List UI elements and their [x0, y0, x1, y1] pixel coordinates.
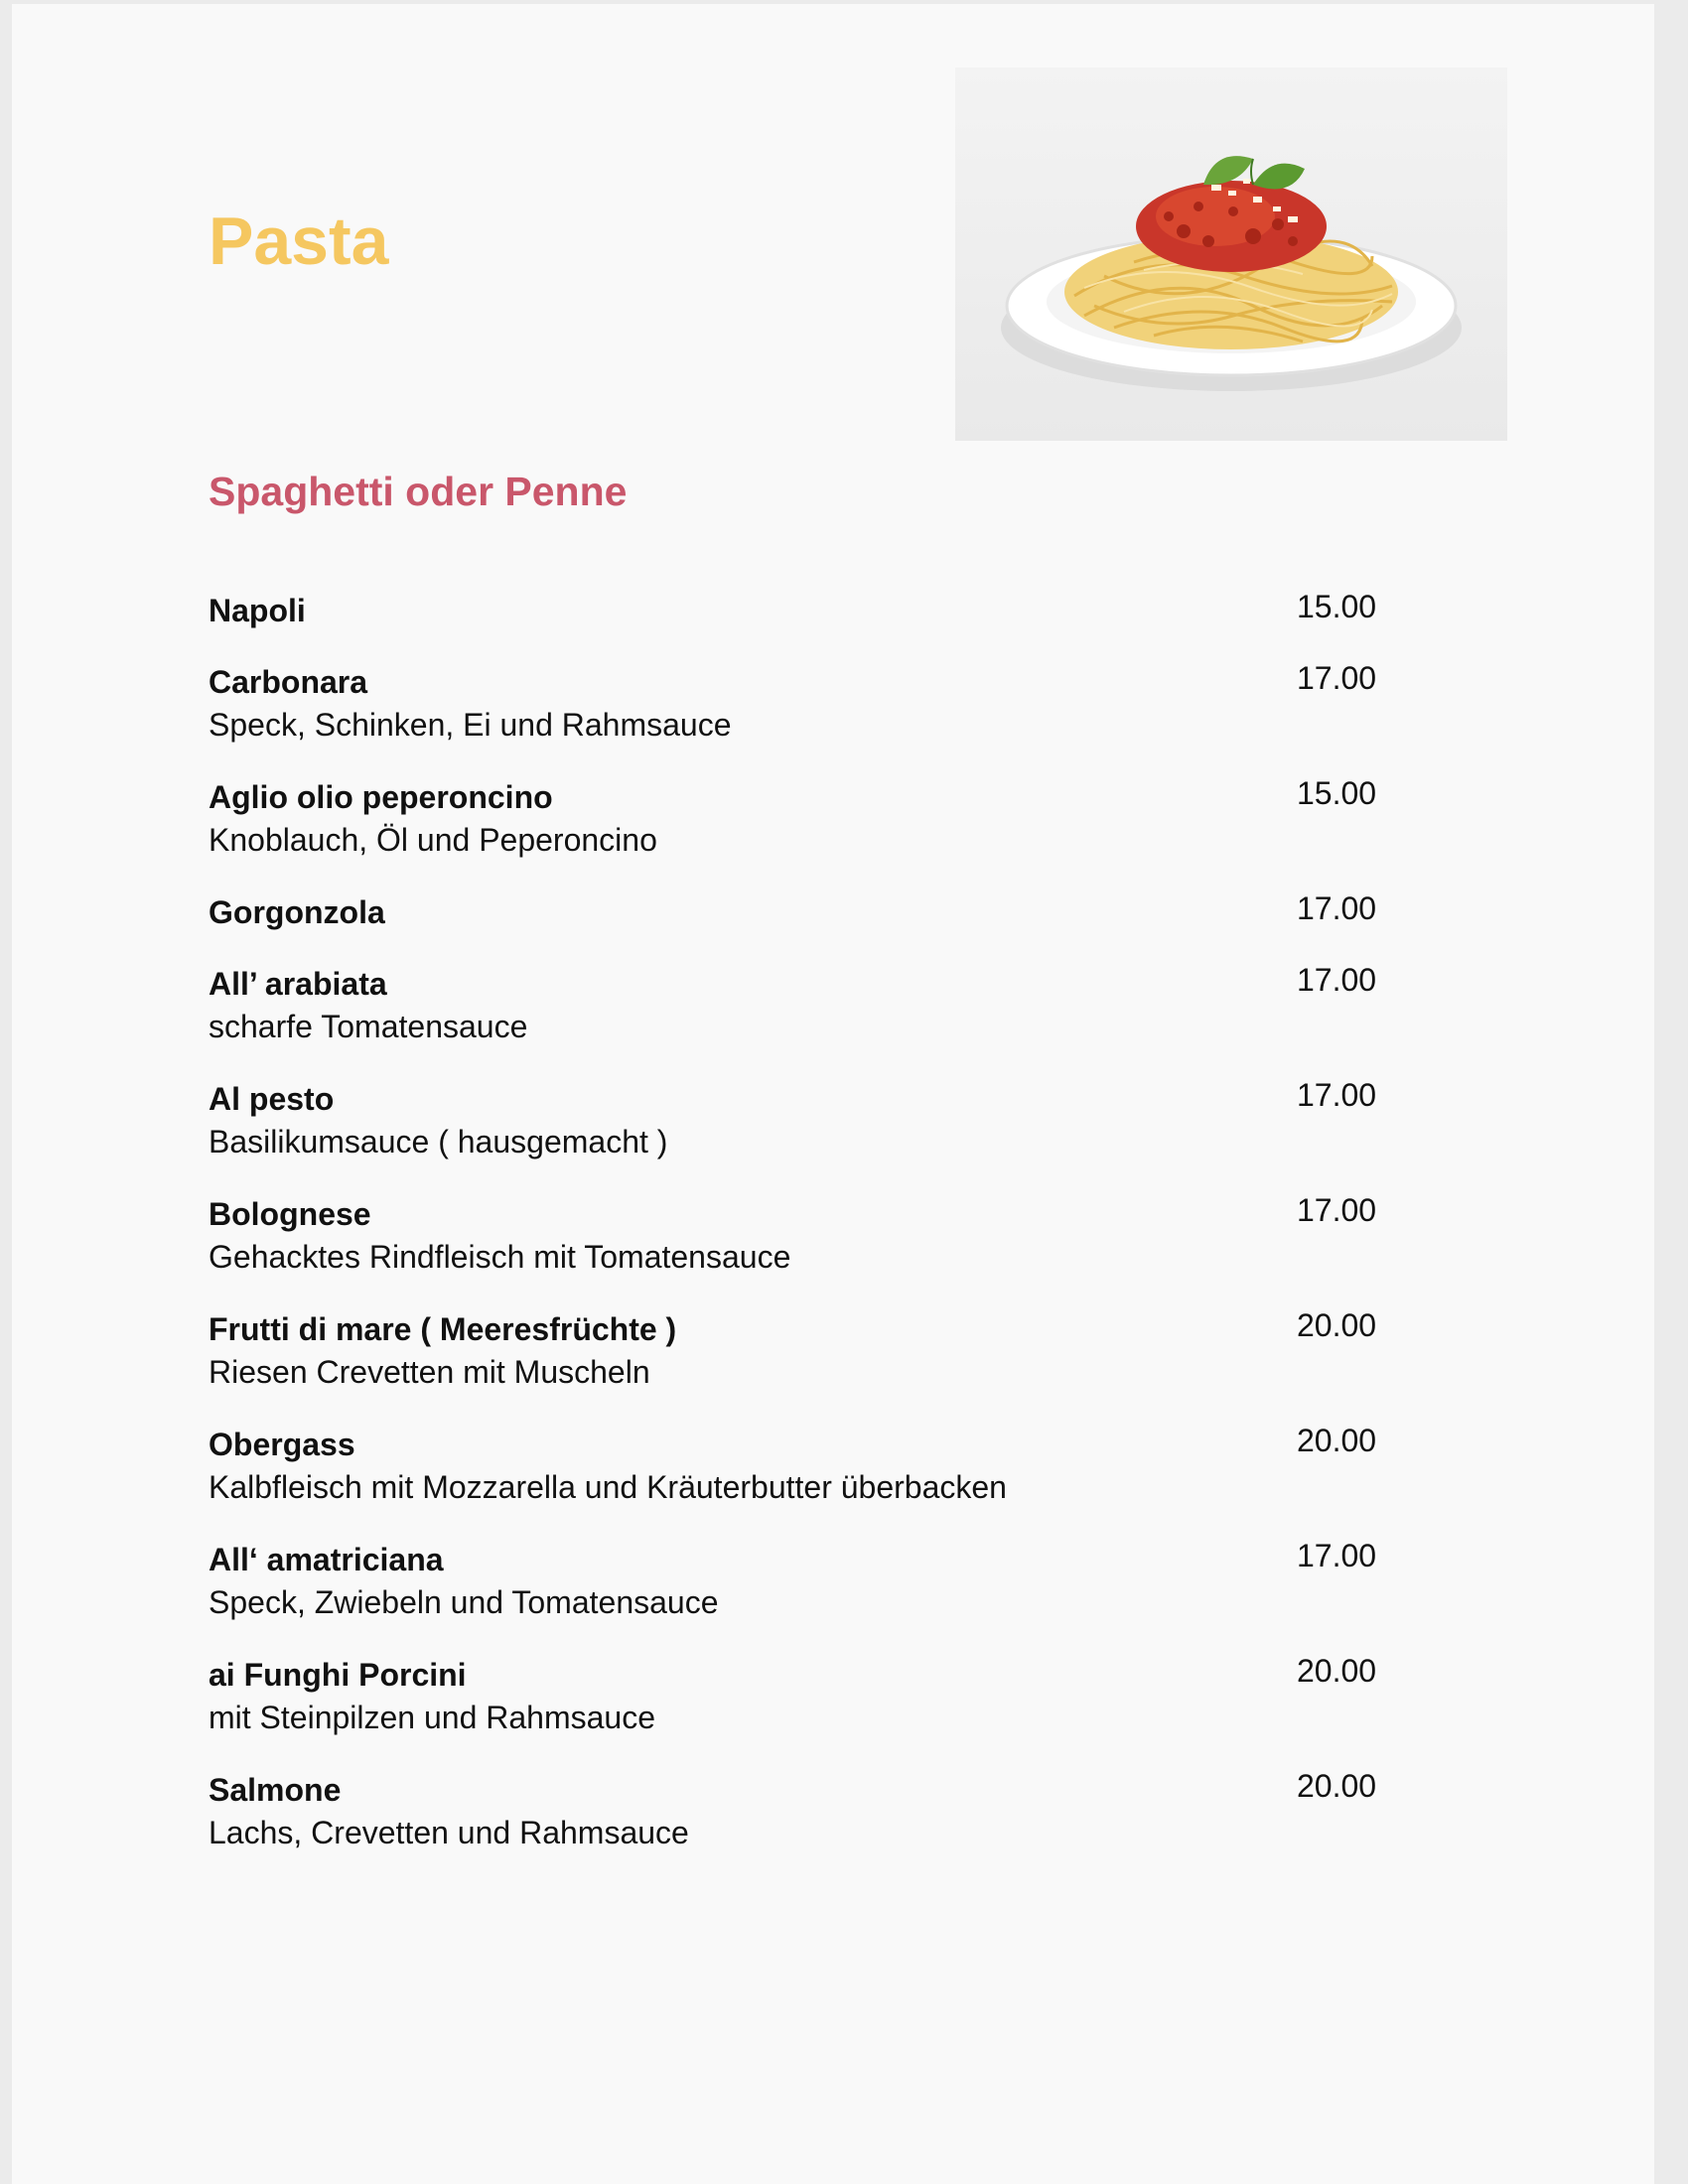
dish-name: Carbonara — [209, 664, 368, 700]
dish-description: scharfe Tomatensauce — [209, 1009, 528, 1044]
page-title: Pasta — [209, 204, 389, 279]
dish-name: Gorgonzola — [209, 894, 385, 930]
menu-page — [12, 4, 1654, 2184]
dish-name: ai Funghi Porcini — [209, 1657, 467, 1693]
dish-description: Riesen Crevetten mit Muscheln — [209, 1354, 650, 1390]
list-item — [209, 1424, 1400, 1509]
dish-price: 17.00 — [1297, 660, 1377, 696]
dish-description: Basilikumsauce ( hausgemacht ) — [209, 1124, 668, 1160]
dish-price: 20.00 — [1297, 1307, 1377, 1343]
list-item — [209, 1078, 1400, 1163]
list-item — [209, 963, 1400, 1048]
dish-price: 17.00 — [1297, 1538, 1377, 1573]
dish-description: Kalbfleisch mit Mozzarella und Kräuterbutter überbacken — [209, 1469, 1007, 1505]
dish-price: 17.00 — [1297, 962, 1377, 998]
dish-price: 20.00 — [1297, 1423, 1377, 1458]
dish-name: Aglio olio peperoncino — [209, 779, 553, 815]
list-item — [209, 1654, 1400, 1739]
dish-description: Knoblauch, Öl und Peperoncino — [209, 822, 657, 858]
dish-price: 17.00 — [1297, 1192, 1377, 1228]
list-item — [209, 590, 1400, 631]
list-item — [209, 1769, 1400, 1854]
dish-price: 15.00 — [1297, 775, 1377, 811]
dish-name: Salmone — [209, 1772, 342, 1808]
dish-name: Bolognese — [209, 1196, 371, 1232]
list-item — [209, 661, 1400, 747]
dish-name: Frutti di mare ( Meeresfrüchte ) — [209, 1311, 677, 1347]
dish-description: Speck, Zwiebeln und Tomatensauce — [209, 1584, 719, 1620]
list-item — [209, 891, 1400, 933]
dish-name: Al pesto — [209, 1081, 335, 1117]
dish-description: Speck, Schinken, Ei und Rahmsauce — [209, 707, 732, 743]
spaghetti-plate-icon — [955, 68, 1507, 441]
dish-description: Lachs, Crevetten und Rahmsauce — [209, 1815, 689, 1850]
dish-name: All‘ amatriciana — [209, 1542, 444, 1577]
dish-description: mit Steinpilzen und Rahmsauce — [209, 1700, 656, 1735]
dish-price: 17.00 — [1297, 890, 1377, 926]
dish-name: All’ arabiata — [209, 966, 387, 1002]
dish-list — [209, 590, 1400, 1854]
list-item — [209, 776, 1400, 862]
dish-description: Gehacktes Rindfleisch mit Tomatensauce — [209, 1239, 791, 1275]
dish-price: 15.00 — [1297, 589, 1377, 624]
list-item — [209, 1308, 1400, 1394]
dish-price: 20.00 — [1297, 1768, 1377, 1804]
dish-price: 17.00 — [1297, 1077, 1377, 1113]
dish-price: 20.00 — [1297, 1653, 1377, 1689]
dish-name: Napoli — [209, 593, 306, 628]
list-item — [209, 1193, 1400, 1279]
dish-name: Obergass — [209, 1427, 355, 1462]
section-heading: Spaghetti oder Penne — [209, 469, 628, 514]
list-item — [209, 1539, 1400, 1624]
